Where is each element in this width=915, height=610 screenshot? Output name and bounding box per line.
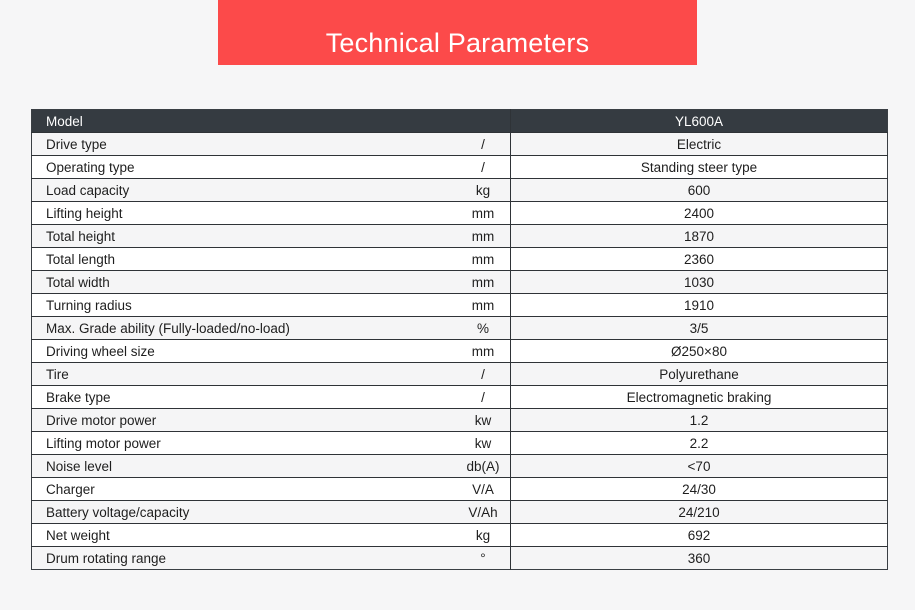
table-row — [32, 455, 888, 478]
header-model-value: YL600A — [511, 110, 888, 133]
parameter-name: Total height — [32, 225, 457, 248]
parameter-unit: / — [456, 156, 511, 179]
parameter-name: Max. Grade ability (Fully-loaded/no-load) — [32, 317, 457, 340]
parameter-unit: mm — [456, 340, 511, 363]
parameter-value: 2400 — [511, 202, 888, 225]
parameter-value: Polyurethane — [511, 363, 888, 386]
parameter-unit: mm — [456, 225, 511, 248]
table-row — [32, 156, 888, 179]
parameter-unit: mm — [456, 202, 511, 225]
table-header-row — [32, 110, 888, 133]
parameter-name: Drive motor power — [32, 409, 457, 432]
parameter-value: 1030 — [511, 271, 888, 294]
parameter-value: 600 — [511, 179, 888, 202]
table-row — [32, 248, 888, 271]
parameter-value: 3/5 — [511, 317, 888, 340]
parameter-value: 24/30 — [511, 478, 888, 501]
parameter-unit: kg — [456, 179, 511, 202]
table-row — [32, 409, 888, 432]
parameter-unit: % — [456, 317, 511, 340]
parameter-value: 1910 — [511, 294, 888, 317]
table-row — [32, 432, 888, 455]
parameter-unit: / — [456, 363, 511, 386]
table-row — [32, 501, 888, 524]
parameter-name: Drive type — [32, 133, 457, 156]
parameter-name: Charger — [32, 478, 457, 501]
parameter-unit: V/Ah — [456, 501, 511, 524]
parameter-value: 360 — [511, 547, 888, 570]
parameter-value: 24/210 — [511, 501, 888, 524]
parameter-unit: mm — [456, 294, 511, 317]
parameter-name: Operating type — [32, 156, 457, 179]
parameter-value: Electric — [511, 133, 888, 156]
parameter-unit: db(A) — [456, 455, 511, 478]
table-row — [32, 524, 888, 547]
parameter-unit: mm — [456, 271, 511, 294]
parameter-value: <70 — [511, 455, 888, 478]
parameter-name: Noise level — [32, 455, 457, 478]
parameter-value: 692 — [511, 524, 888, 547]
specifications-table — [31, 109, 888, 570]
parameter-value: 1.2 — [511, 409, 888, 432]
parameter-unit: / — [456, 386, 511, 409]
parameter-value: 1870 — [511, 225, 888, 248]
header-label: Model — [32, 110, 457, 133]
parameter-unit: / — [456, 133, 511, 156]
parameter-name: Driving wheel size — [32, 340, 457, 363]
parameter-unit: ° — [456, 547, 511, 570]
parameter-value: 2.2 — [511, 432, 888, 455]
parameter-name: Brake type — [32, 386, 457, 409]
table-row — [32, 317, 888, 340]
parameter-name: Drum rotating range — [32, 547, 457, 570]
parameter-name: Total length — [32, 248, 457, 271]
parameter-unit: kw — [456, 409, 511, 432]
title-banner — [218, 0, 697, 65]
table-row — [32, 225, 888, 248]
parameter-name: Tire — [32, 363, 457, 386]
table-row — [32, 340, 888, 363]
parameter-value: Ø250×80 — [511, 340, 888, 363]
table-row — [32, 271, 888, 294]
table-row — [32, 363, 888, 386]
table-row — [32, 179, 888, 202]
parameter-name: Turning radius — [32, 294, 457, 317]
table-row — [32, 294, 888, 317]
parameter-unit: V/A — [456, 478, 511, 501]
parameter-name: Total width — [32, 271, 457, 294]
parameter-value: Electromagnetic braking — [511, 386, 888, 409]
parameter-name: Net weight — [32, 524, 457, 547]
table-row — [32, 478, 888, 501]
table-row — [32, 547, 888, 570]
parameter-unit: kw — [456, 432, 511, 455]
header-unit — [456, 110, 511, 133]
parameter-name: Battery voltage/capacity — [32, 501, 457, 524]
parameter-value: Standing steer type — [511, 156, 888, 179]
parameter-name: Lifting motor power — [32, 432, 457, 455]
parameter-name: Load capacity — [32, 179, 457, 202]
table-row — [32, 133, 888, 156]
parameter-value: 2360 — [511, 248, 888, 271]
table-row — [32, 202, 888, 225]
parameter-unit: mm — [456, 248, 511, 271]
page-title: Technical Parameters — [325, 28, 590, 58]
parameter-name: Lifting height — [32, 202, 457, 225]
table-row — [32, 386, 888, 409]
parameter-unit: kg — [456, 524, 511, 547]
